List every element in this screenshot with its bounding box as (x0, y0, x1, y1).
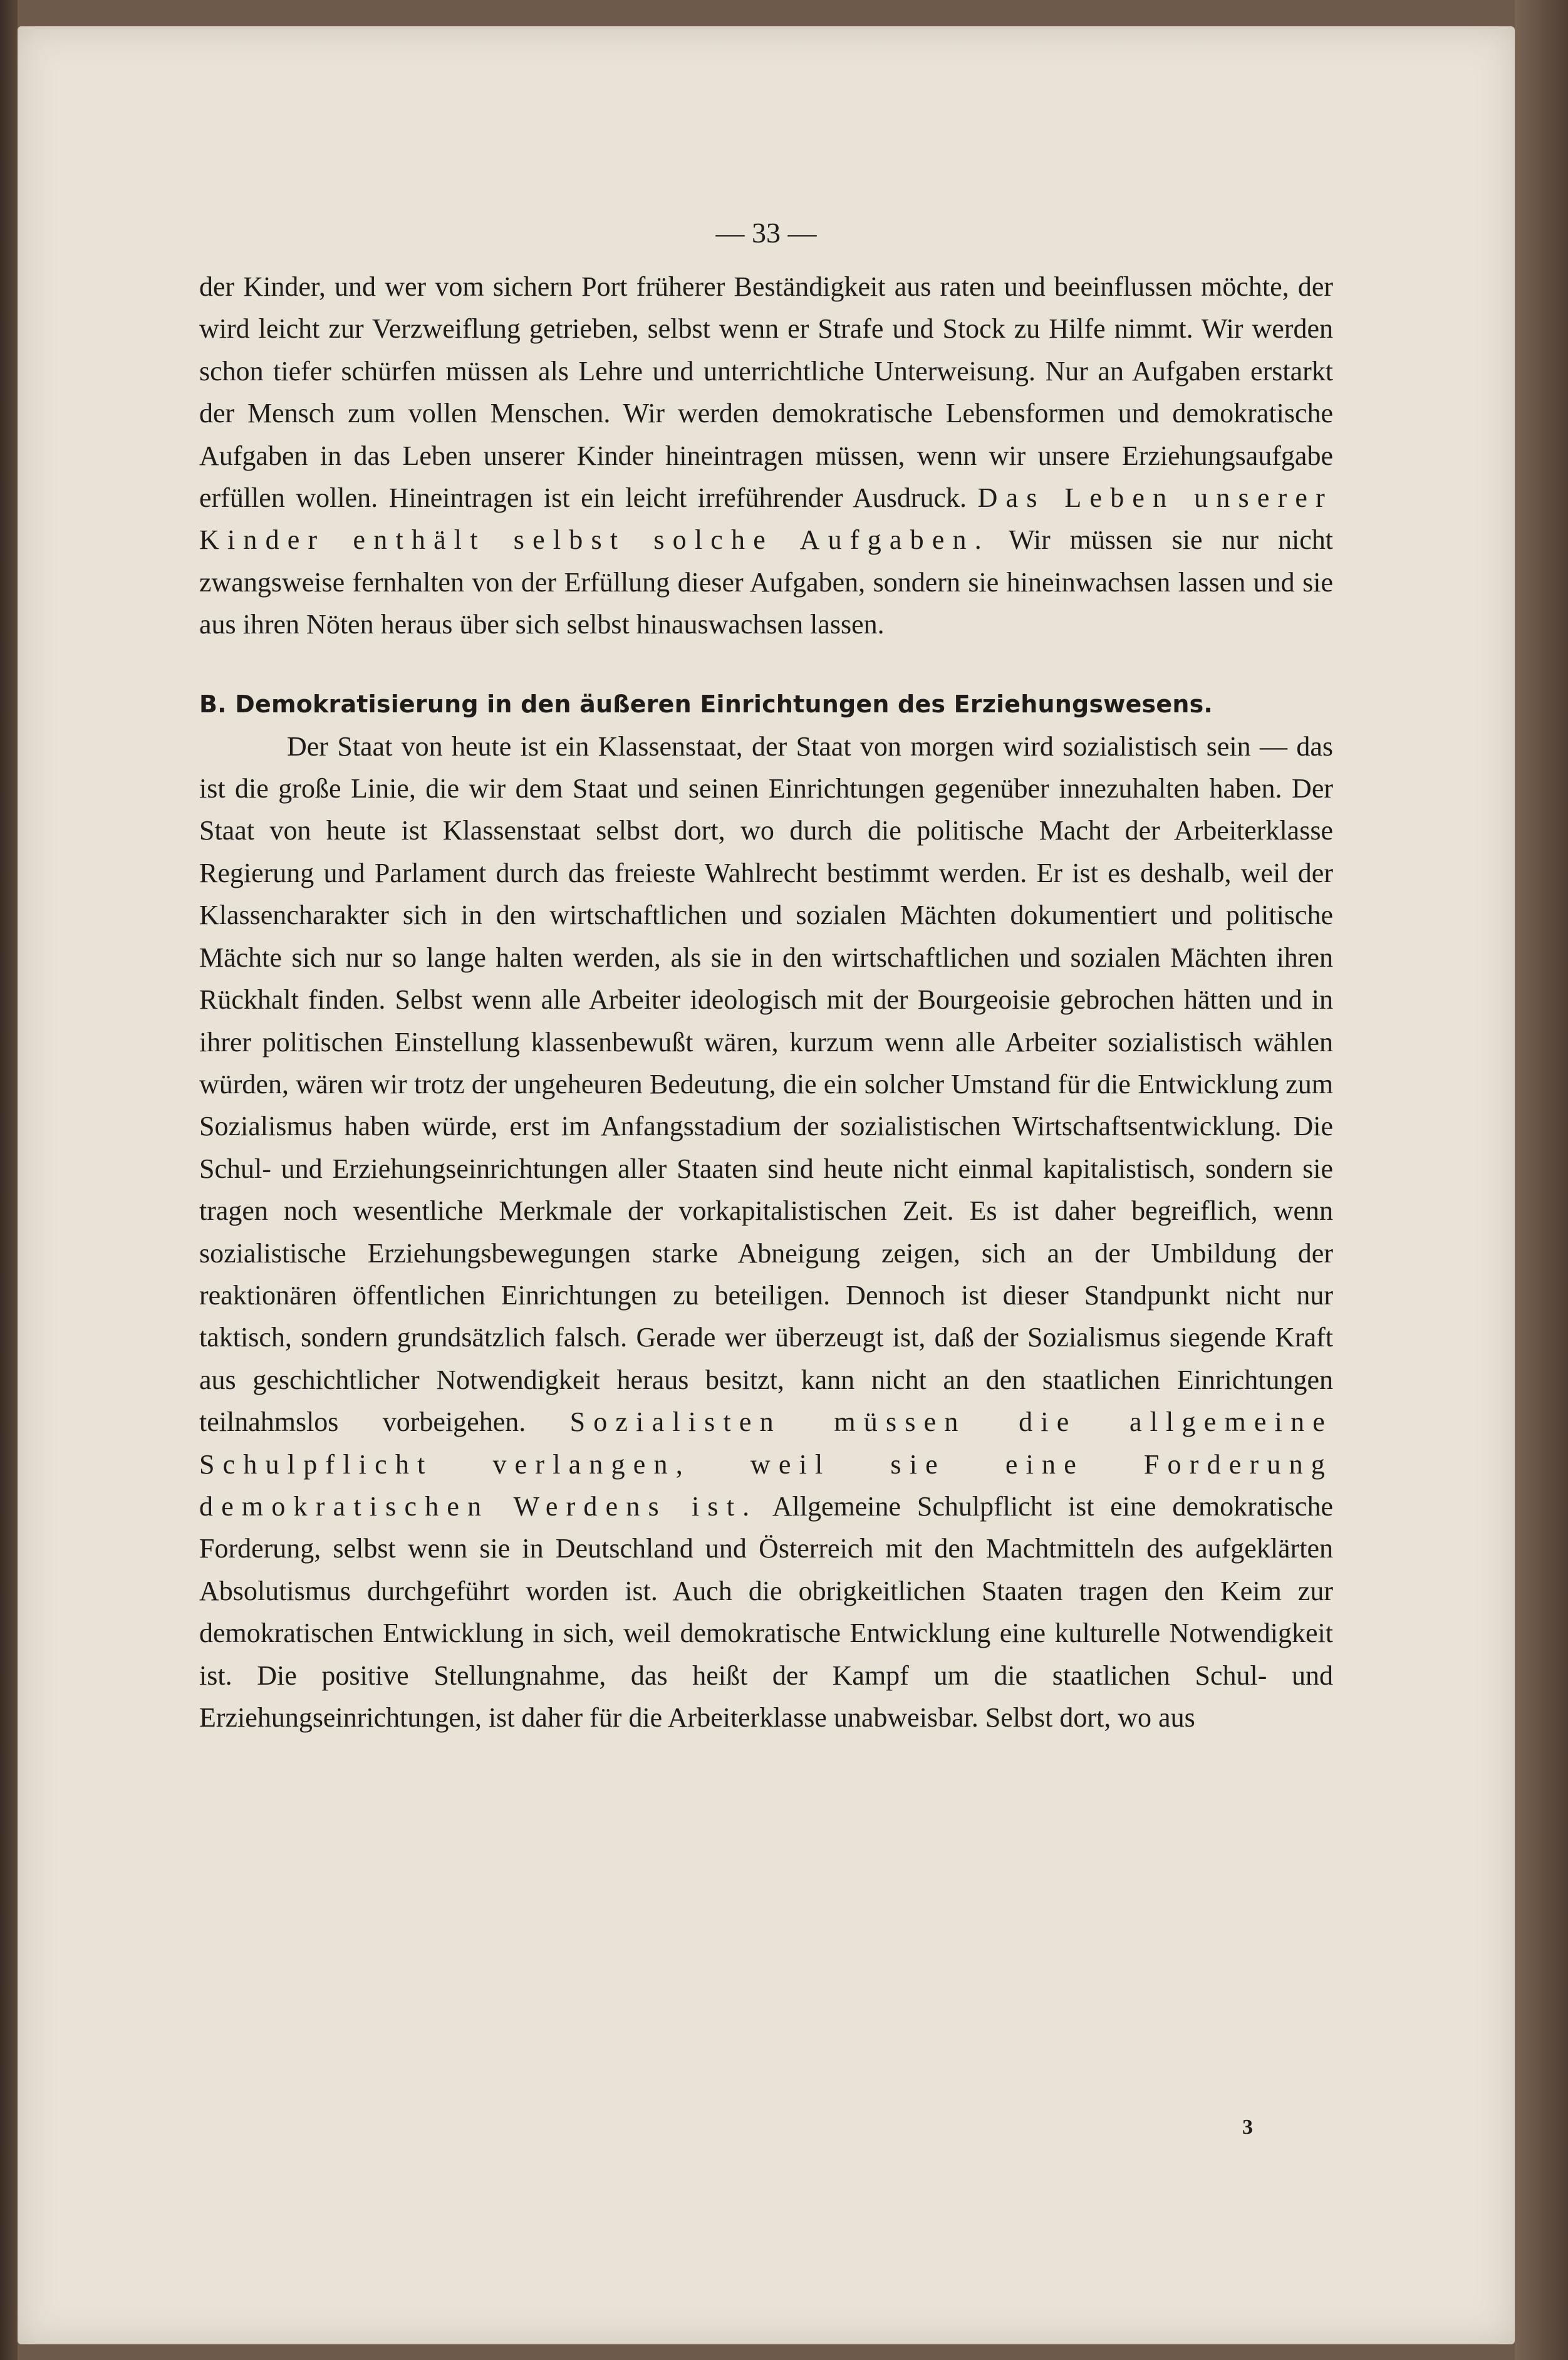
paragraph-1-part-2: Wir müssen sie nur nicht zwangsweise fernhalten von der Erfüllung dieser Aufgaben, sondern sie hineinwachsen lassen und sie aus ihren Nöten heraus über sich selbst hinauswachsen lassen. (199, 524, 1333, 640)
page-number: — 33 — (715, 217, 817, 249)
paragraph-1-spaced: Das Leben unserer Kinder enthält selbst solche Aufgaben. (199, 482, 1333, 556)
page-text (199, 214, 1333, 1739)
paragraph-2 (199, 725, 1333, 1739)
paragraph-2-part-2: Allgemeine Schulpflicht ist eine demokratische Forderung, selbst wenn sie in Deutschland und Österreich mit den Machtmitteln des aufgeklärten Absolutismus durchgeführt worden ist. Auch die obrigkeitlichen Staaten tragen den Keim zur demokratischen Entwicklung in sich, weil demokratische Entwicklung eine kulturelle Notwendigkeit ist. Die positive Stellungnahme, das heißt der Kampf um die staatlichen Schul- und Erziehungseinrichtungen, ist daher für die Arbeiterklasse unabweisbar. Selbst dort, wo aus (199, 1490, 1333, 1733)
paragraph-1 (199, 266, 1333, 646)
paragraph-2-part-1: Der Staat von heute ist ein Klassenstaat, der Staat von morgen wird sozialistisch sein — das ist die große Linie, die wir dem Staat und seinen Einrichtungen gegenüber innezuhalten haben. Der Staat von heute ist Klassenstaat selbst dort, wo durch die politische Macht der Arbeiterklasse Regierung und Parlament durch das freieste Wahlrecht bestimmt werden. Er ist es deshalb, weil der Klassencharakter sich in den wirtschaftlichen und sozialen Mächten dokumentiert und politische Mächte sich nur so lange halten werden, als sie in den wirtschaftlichen und sozialen Mächten ihren Rückhalt finden. Selbst wenn alle Arbeiter ideologisch mit der Bourgeoisie gebrochen hätten und in ihrer politischen Einstellung klassenbewußt wären, kurzum wenn alle Arbeiter sozialistisch wählen würden, wären wir trotz der ungeheuren Bedeutung, die ein solcher Umstand für die Entwicklung zum Sozialismus haben würde, erst im Anfangsstadium der sozialistischen Wirtschaftsentwicklung. Die Schul- und Erziehungseinrichtungen aller Staaten sind heute nicht einmal kapitalistisch, sondern sie tragen noch wesentliche Merkmale der vorkapitalistischen Zeit. Es ist daher begreiflich, wenn sozialistische Erziehungsbewegungen starke Abneigung zeigen, sich an der Umbildung der reaktionären öffentlichen Einrichtungen zu beteiligen. Dennoch ist dieser Standpunkt nicht nur taktisch, sondern grundsätzlich falsch. Gerade wer überzeugt ist, daß der Sozialismus siegende Kraft aus geschichtlicher Notwendigkeit heraus besitzt, kann nicht an den staatlichen Einrichtungen teilnahmslos vorbeigehen. (199, 730, 1333, 1438)
paragraph-2-spaced: Sozialisten müssen die allgemeine Schulpflicht verlangen, weil sie eine Forderung demokratischen Werdens ist. (199, 1406, 1333, 1522)
paragraph-1-part-1: der Kinder, und wer vom sichern Port früherer Beständigkeit aus raten und beeinflussen möchte, der wird leicht zur Verzweiflung getrieben, selbst wenn er Strafe und Stock zu Hilfe nimmt. Wir werden schon tiefer schürfen müssen als Lehre und unterrichtliche Unterweisung. Nur an Aufgaben erstarkt der Mensch zum vollen Menschen. Wir werden demokratische Lebensformen und demokratische Aufgaben in das Leben unserer Kinder hineintragen müssen, wenn wir unsere Erziehungsaufgabe erfüllen wollen. Hineintragen ist ein leicht irreführender Ausdruck. (199, 271, 1333, 514)
signature-mark: 3 (1242, 2116, 1253, 2139)
section-heading: B. Demokratisierung in den äußeren Einrichtungen des Erziehungswesens. (199, 690, 1213, 718)
book-binding-left (0, 0, 18, 2360)
book-page (18, 26, 1515, 2344)
book-binding-right (1515, 0, 1568, 2360)
